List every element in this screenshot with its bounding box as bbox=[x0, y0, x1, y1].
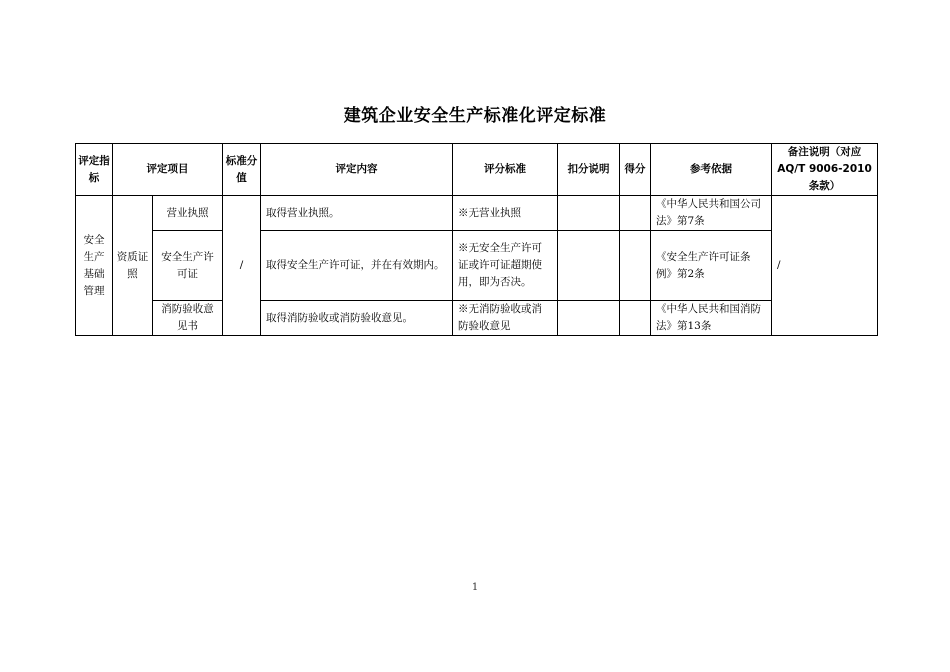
basis-cell: 《安全生产许可证条例》第2条 bbox=[651, 231, 772, 301]
header-score: 得分 bbox=[620, 144, 651, 196]
sub-item-cell: 安全生产许可证 bbox=[153, 231, 223, 301]
header-remark: 备注说明（对应AQ/T 9006-2010条款） bbox=[772, 144, 878, 196]
score-cell bbox=[620, 301, 651, 336]
sub-item-cell: 消防验收意见书 bbox=[153, 301, 223, 336]
header-item: 评定项目 bbox=[113, 144, 223, 196]
criteria-cell: ※无安全生产许可证或许可证超期使用，即为否决。 bbox=[453, 231, 558, 301]
table-row bbox=[76, 196, 878, 231]
content-cell: 取得安全生产许可证，并在有效期内。 bbox=[261, 231, 453, 301]
content-cell: 取得消防验收或消防验收意见。 bbox=[261, 301, 453, 336]
criteria-cell: ※无消防验收或消防验收意见 bbox=[453, 301, 558, 336]
header-standard-score: 标准分值 bbox=[223, 144, 261, 196]
header-basis: 参考依据 bbox=[651, 144, 772, 196]
header-content: 评定内容 bbox=[261, 144, 453, 196]
table-row bbox=[76, 231, 878, 301]
header-indicator: 评定指标 bbox=[76, 144, 113, 196]
deduction-cell bbox=[558, 301, 620, 336]
basis-cell: 《中华人民共和国公司法》第7条 bbox=[651, 196, 772, 231]
criteria-cell: ※无营业执照 bbox=[453, 196, 558, 231]
remark-cell: / bbox=[772, 196, 878, 336]
content-cell: 取得营业执照。 bbox=[261, 196, 453, 231]
evaluation-standard-table bbox=[75, 143, 878, 336]
page-title: 建筑企业安全生产标准化评定标准 bbox=[343, 106, 607, 126]
basis-cell: 《中华人民共和国消防法》第13条 bbox=[651, 301, 772, 336]
table-header-row bbox=[76, 144, 878, 196]
score-cell bbox=[620, 231, 651, 301]
table-row bbox=[76, 301, 878, 336]
deduction-cell bbox=[558, 196, 620, 231]
header-criteria: 评分标准 bbox=[453, 144, 558, 196]
item-group-cell: 资质证照 bbox=[113, 196, 153, 336]
score-cell bbox=[620, 196, 651, 231]
sub-item-cell: 营业执照 bbox=[153, 196, 223, 231]
page-number: 1 bbox=[471, 582, 479, 593]
header-deduction: 扣分说明 bbox=[558, 144, 620, 196]
indicator-cell: 安全生产基础管理 bbox=[76, 196, 113, 336]
deduction-cell bbox=[558, 231, 620, 301]
standard-score-cell: / bbox=[223, 196, 261, 336]
